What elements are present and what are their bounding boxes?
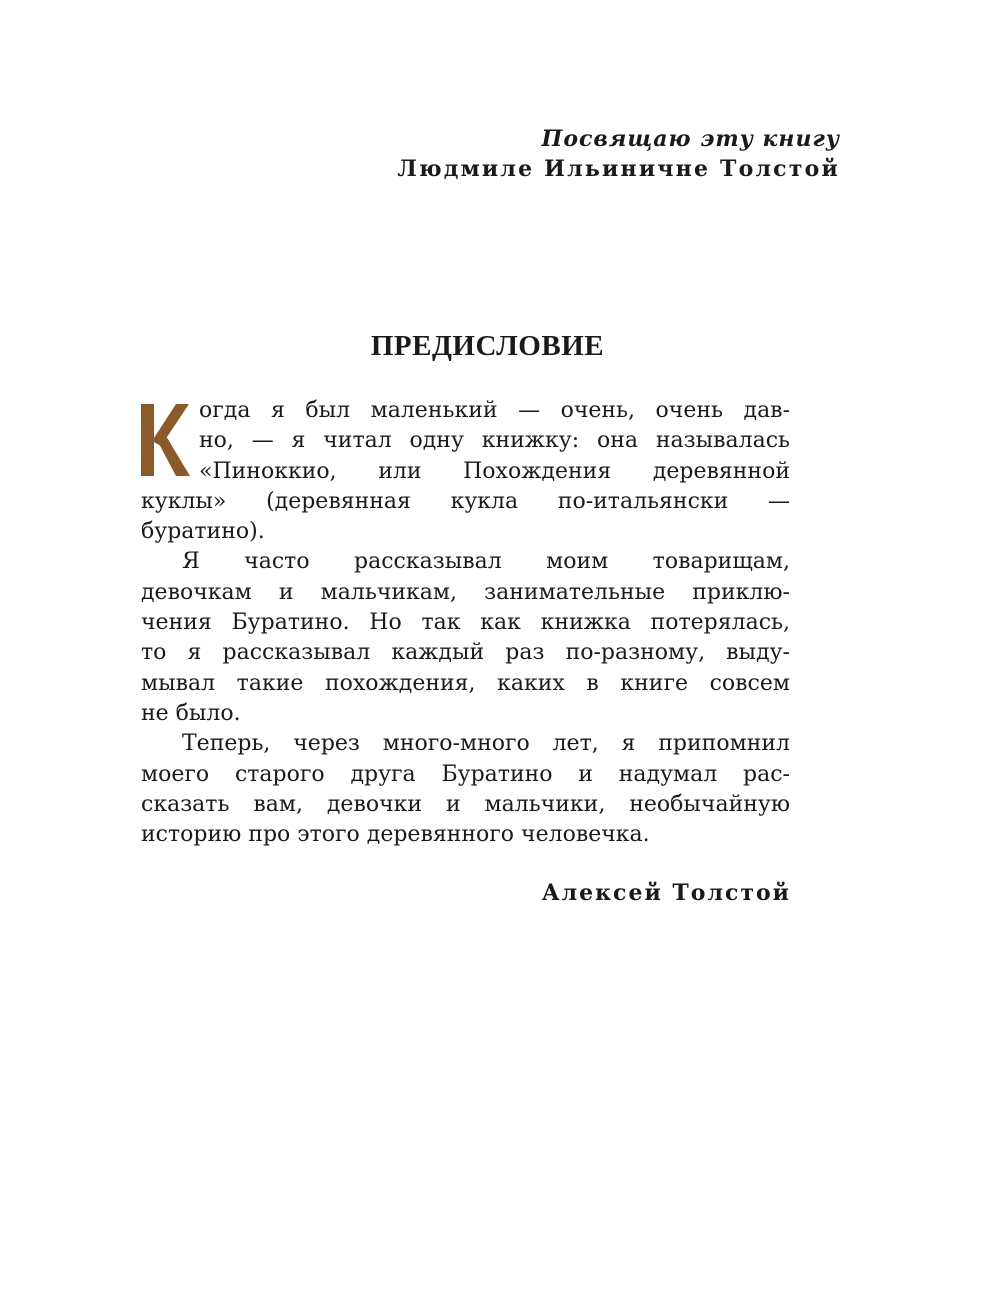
text-line: сказать вам, девочки и мальчики, необычайную [141,791,790,817]
text-line: мывал такие похождения, каких в книге совсем [141,670,790,696]
drop-cap-stem [141,404,154,476]
text-line: девочкам и мальчикам, занимательные приклю- [141,579,790,605]
text-line: Я часто рассказывал моим товарищам, [182,549,790,575]
text-line: чения Буратино. Но так как книжка потерялась, [141,610,790,636]
chapter-heading: ПРЕДИСЛОВИЕ [370,330,605,362]
text-line: Теперь, через много-много лет, я припомнил [182,731,790,757]
text-line: не было. [141,700,241,726]
dedication [397,124,840,184]
text-line: моего старого друга Буратино и надумал рас- [141,761,790,787]
author-signature: Алексей Толстой [541,880,791,906]
preface-text [141,396,790,850]
paragraph-3 [141,729,790,850]
paragraph-2 [141,547,790,729]
text-line: буратино). [141,519,265,545]
text-line: но, — я читал одну книжку: она называлась [199,428,790,454]
text-line: куклы» (деревянная кукла по-итальянски — [141,488,790,514]
paragraph-1 [141,396,790,547]
text-line: «Пиноккио, или Похождения деревянной [199,458,790,484]
drop-cap-lower-leg [157,436,190,476]
text-line: историю про этого деревянного человечка. [141,822,650,848]
text-line: то я рассказывал каждый раз по-разному, выду- [141,640,790,666]
dedication-line-1: Посвящаю эту книгу [541,126,840,152]
dedication-line-2: Людмиле Ильиничне Толстой [397,156,840,182]
drop-cap-letter [139,400,191,478]
text-line: огда я был маленький — очень, очень дав- [199,398,790,423]
drop-cap-upper-arm [152,404,189,446]
